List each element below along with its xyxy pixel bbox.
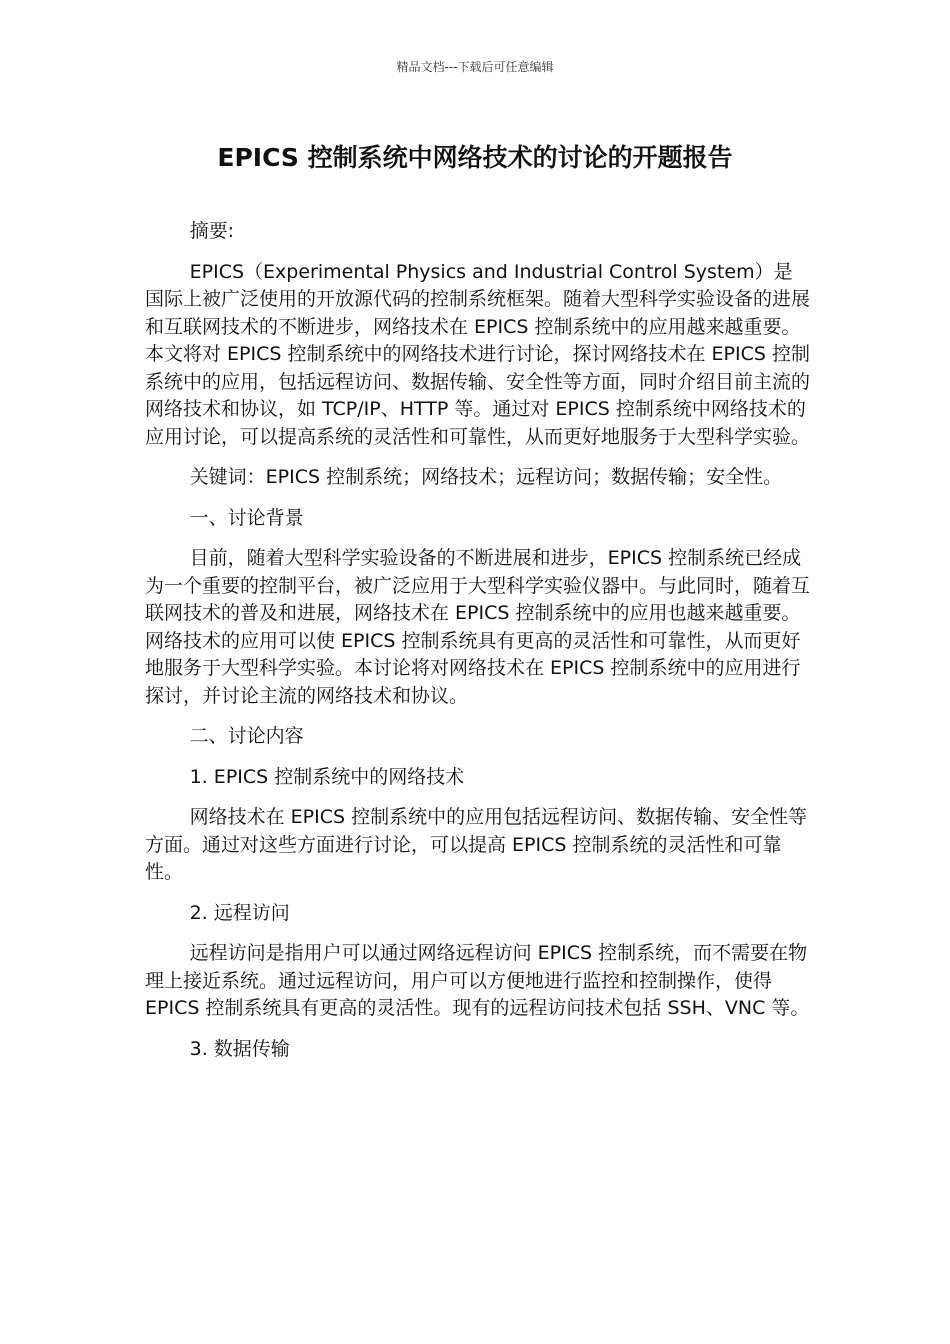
- background-paragraph: 目前，随着大型科学实验设备的不断进展和进步，EPICS 控制系统已经成为一个重要的控制平台，被广泛应用于大型科学实验仪器中。与此同时，随着互联网技术的普及和进展，网络技术在 EPICS 控制系统中的应用也越来越重要。网络技术的应用可以使 EPICS 控制系统具有更高的灵活性和可靠性，从而更好地服务于大型科学实验。本讨论将对网络技术在 EPICS 控制系统中的应用进行探讨，并讨论主流的网络技术和协议。: [145, 547, 811, 707]
- keywords-paragraph: 关键词：EPICS 控制系统；网络技术；远程访问；数据传输；安全性。: [189, 466, 783, 488]
- network-tech-paragraph: 网络技术在 EPICS 控制系统中的应用包括远程访问、数据传输、安全性等方面。通过对这些方面进行讨论，可以提高 EPICS 控制系统的灵活性和可靠性。: [145, 806, 808, 883]
- section-heading-content: 二、讨论内容: [189, 725, 304, 747]
- abstract-heading: 摘要:: [189, 220, 235, 242]
- abstract-paragraph: EPICS（Experimental Physics and Industrial Control System）是国际上被广泛使用的开放源代码的控制系统框架。随着大型科学实验设备的进展和互联网技术的不断进步，网络技术在 EPICS 控制系统中的应用越来越重要。本文将对 EPICS 控制系统中的网络技术进行讨论，探讨网络技术在 EPICS 控制系统中的应用，包括远程访问、数据传输、安全性等方面，同时介绍目前主流的网络技术和协议，如 TCP/IP、HTTP 等。通过对 EPICS 控制系统中网络技术的应用讨论，可以提高系统的灵活性和可靠性，从而更好地服务于大型科学实验。: [145, 260, 811, 448]
- remote-access-paragraph: 远程访问是指用户可以通过网络远程访问 EPICS 控制系统，而不需要在物理上接近系统。通过远程访问，用户可以方便地进行监控和控制操作，使得 EPICS 控制系统具有更高的灵活性。现有的远程访问技术包括 SSH、VNC 等。: [145, 942, 810, 1019]
- section-heading-background: 一、讨论背景: [189, 506, 304, 529]
- document-body: [145, 218, 810, 1076]
- subsection-heading-network-tech: 1. EPICS 控制系统中的网络技术: [189, 765, 465, 788]
- document-title: EPICS 控制系统中网络技术的讨论的开题报告: [217, 143, 733, 172]
- subsection-heading-remote-access: 2. 远程访问: [189, 901, 290, 924]
- subsection-heading-data-transfer: 3. 数据传输: [189, 1037, 290, 1060]
- page-header-watermark: 精品文档---下载后可任意编辑: [396, 60, 554, 74]
